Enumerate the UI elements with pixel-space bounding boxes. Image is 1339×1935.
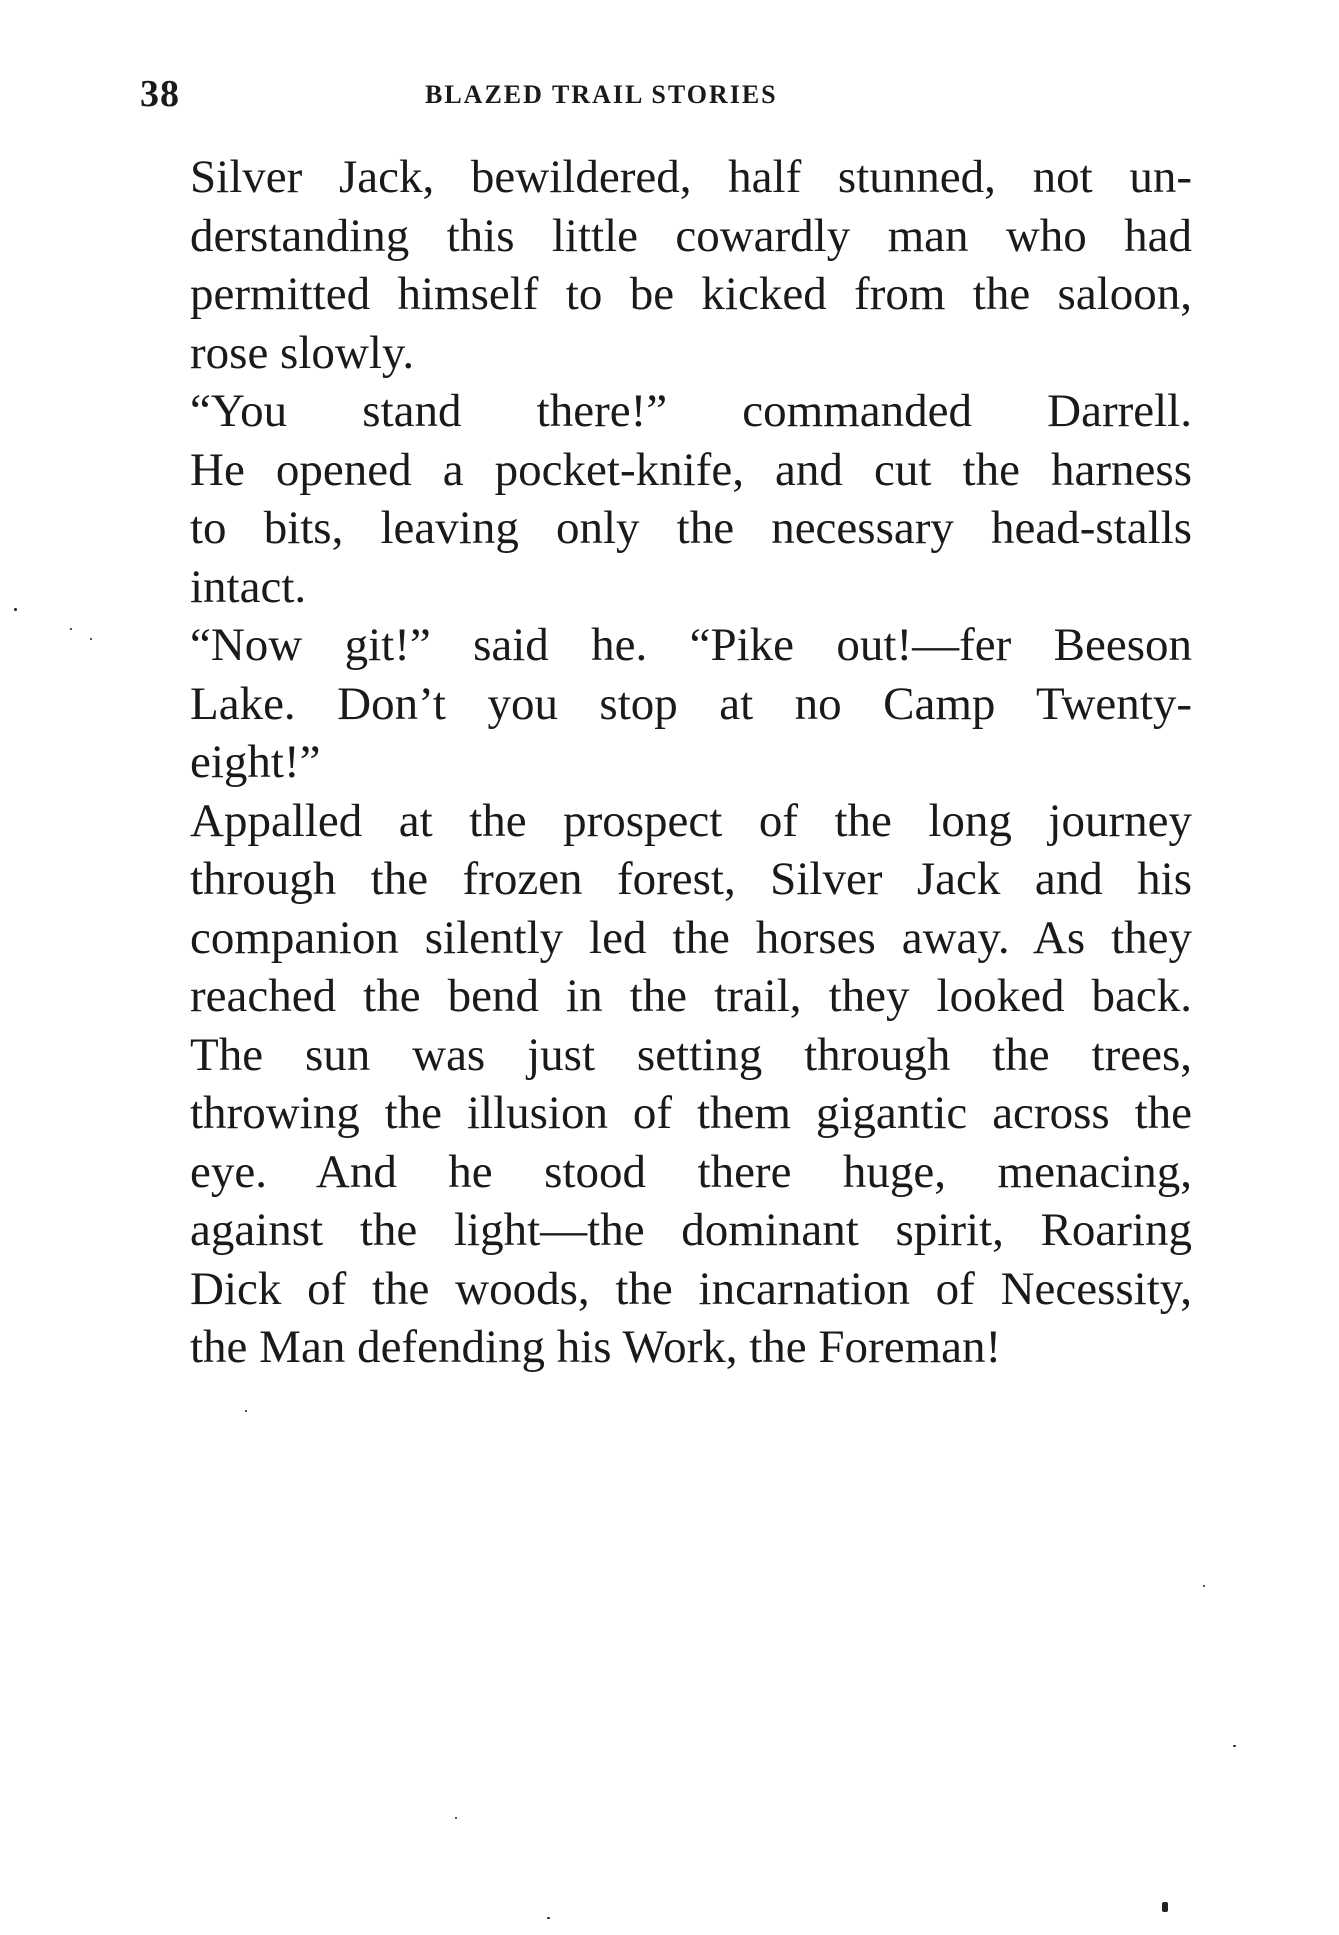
scan-speck	[455, 1817, 457, 1819]
scan-speck	[245, 1410, 247, 1412]
paragraph	[140, 148, 1192, 382]
text-line: derstanding this little cowardly man who had	[190, 209, 1192, 262]
text-line: Silver Jack, bewildered, half stunned, not un-	[190, 151, 1192, 203]
text-line: against the light—the dominant spirit, Roaring	[190, 1204, 1192, 1256]
paragraph	[140, 382, 1192, 616]
text-line: Dick of the woods, the incarnation of Necessity,	[190, 1262, 1192, 1315]
paragraph	[140, 792, 1192, 1377]
text-line: eight!”	[190, 736, 321, 788]
scan-speck	[1162, 1902, 1168, 1912]
running-head: BLAZED TRAIL STORIES	[425, 80, 778, 109]
text-line: rose slowly.	[190, 326, 415, 379]
text-line: the Man defending his Work, the Foreman!	[190, 1321, 1002, 1373]
text-line: He opened a pocket-knife, and cut the harness	[190, 443, 1192, 496]
text-line: Appalled at the prospect of the long journey	[190, 794, 1192, 847]
text-line: intact.	[190, 560, 307, 613]
text-line: “Now git!” said he. “Pike out!—fer Beeson	[190, 619, 1192, 671]
text-line: through the frozen forest, Silver Jack and his	[190, 853, 1192, 905]
text-line: The sun was just setting through the trees,	[190, 1028, 1192, 1081]
text-line: permitted himself to be kicked from the saloon,	[190, 268, 1192, 320]
text-line: reached the bend in the trail, they looked back.	[190, 970, 1192, 1022]
page-number: 38	[140, 73, 180, 115]
text-line: eye. And he stood there huge, menacing,	[190, 1145, 1192, 1198]
scan-speck	[547, 1917, 550, 1919]
page-header	[140, 72, 1190, 122]
scan-speck	[1203, 1585, 1205, 1587]
text-line: companion silently led the horses away. As they	[190, 911, 1192, 964]
scan-speck	[14, 608, 17, 611]
scan-speck	[1233, 1745, 1236, 1747]
text-line: Lake. Don’t you stop at no Camp Twenty-	[190, 677, 1192, 730]
body-text	[140, 148, 1192, 1377]
paragraph	[140, 616, 1192, 792]
text-line: throwing the illusion of them gigantic across the	[190, 1087, 1192, 1139]
scan-speck	[90, 638, 92, 640]
scan-speck	[70, 628, 72, 630]
text-line: to bits, leaving only the necessary head-stalls	[190, 502, 1192, 554]
text-line: “You stand there!” commanded Darrell.	[190, 385, 1192, 437]
